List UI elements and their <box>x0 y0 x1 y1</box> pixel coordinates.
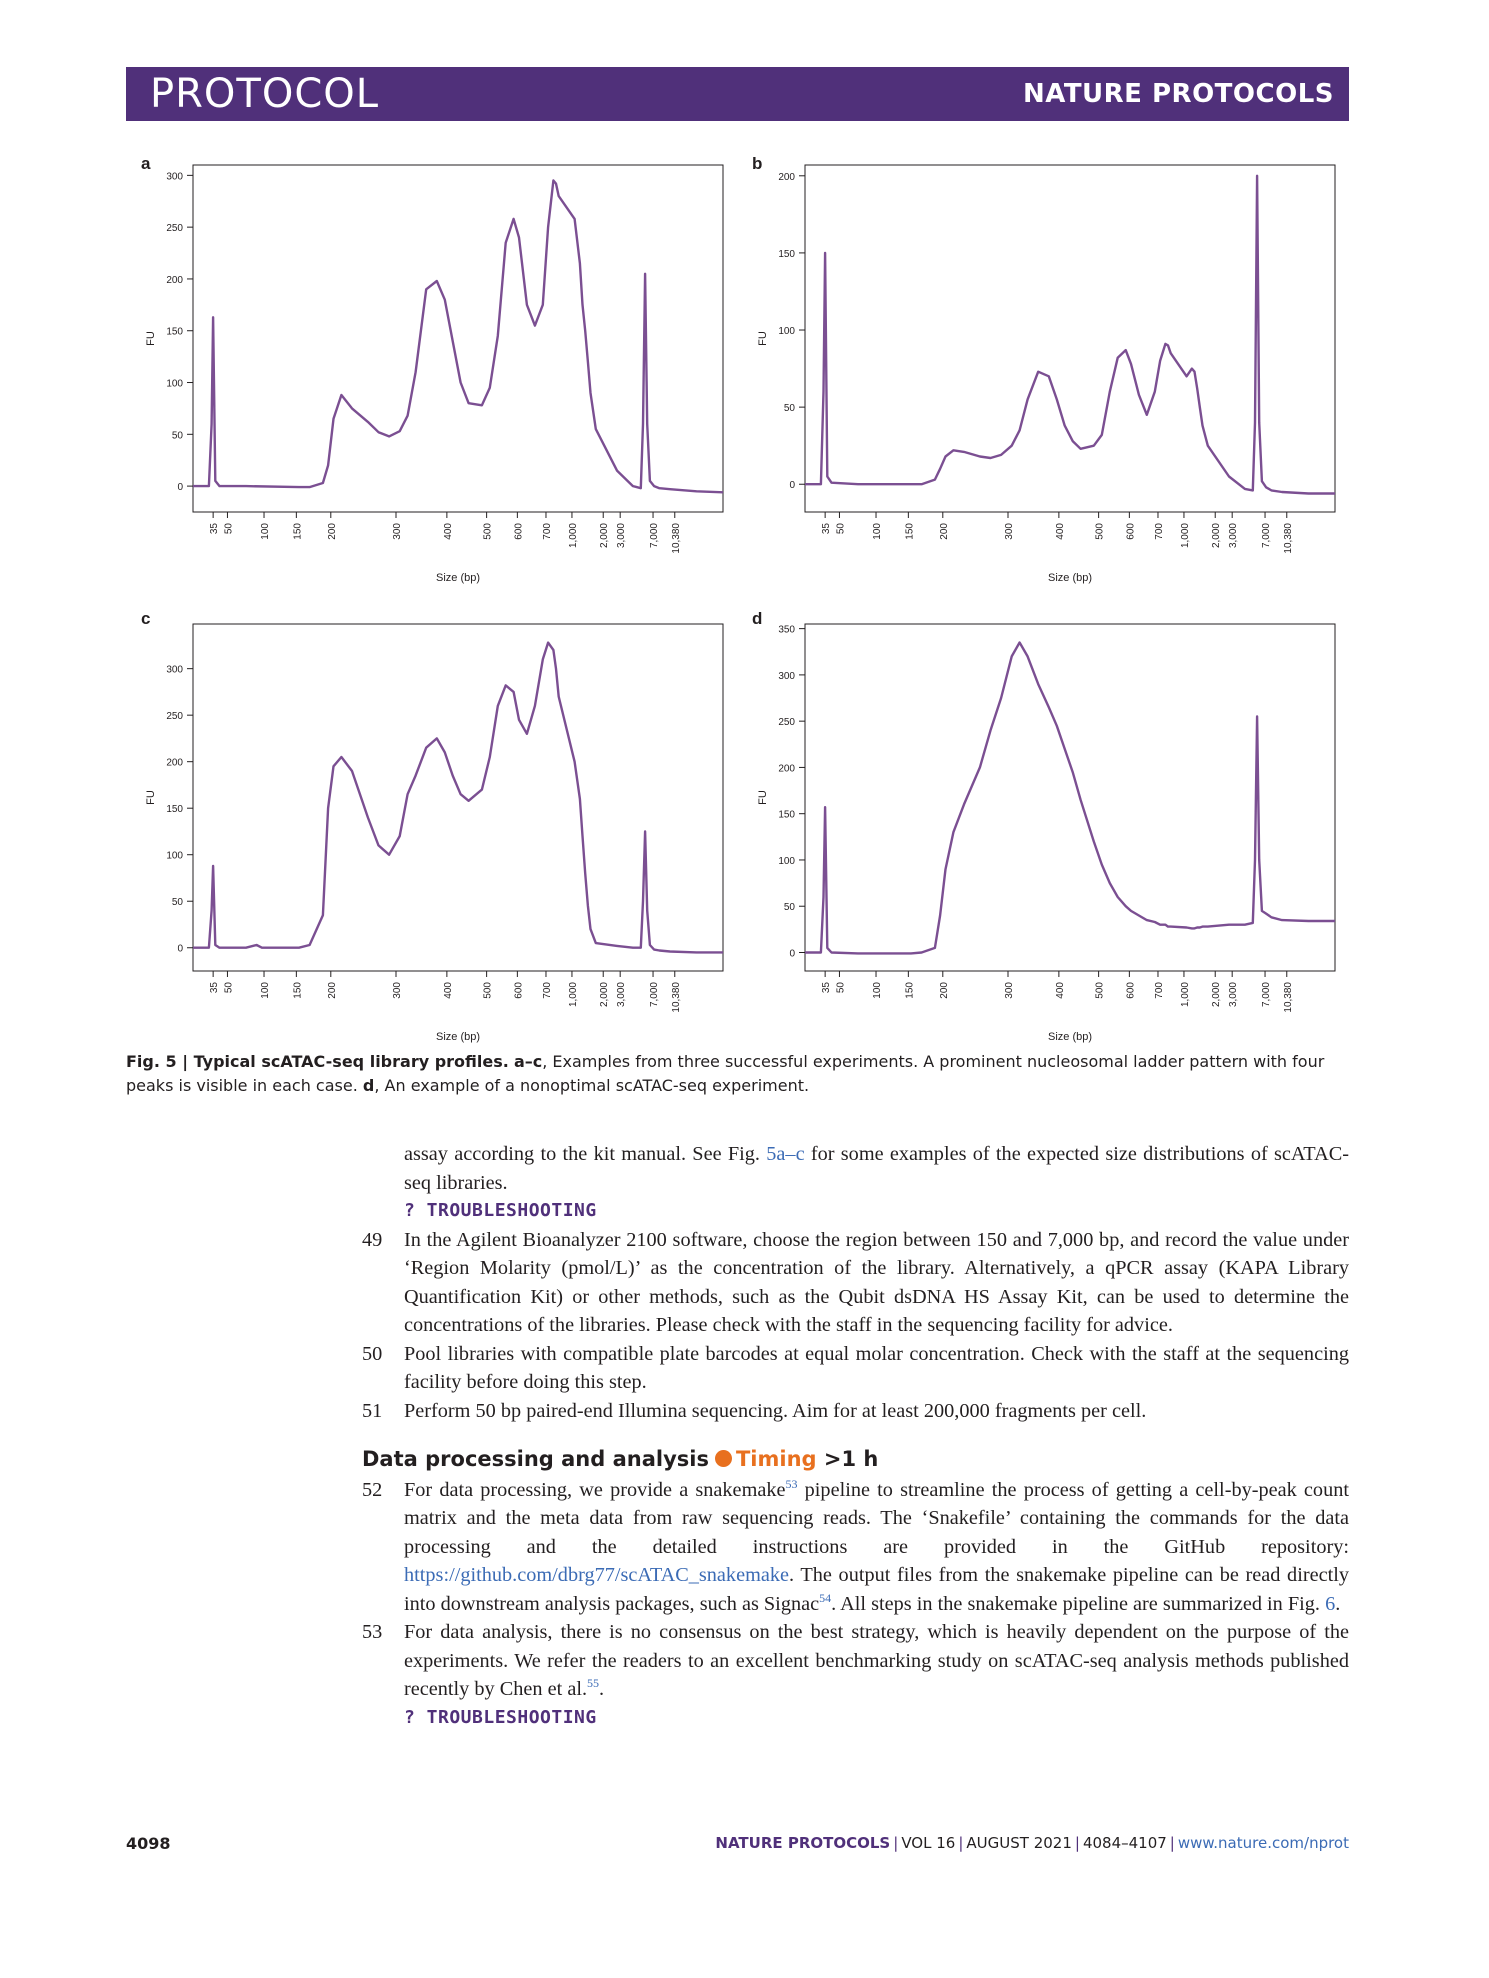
y-tick-label: 200 <box>778 763 795 775</box>
x-tick-label: 10,380 <box>670 982 682 1013</box>
chart-d <box>757 624 1335 1043</box>
x-tick-label: 3,000 <box>616 982 628 1008</box>
x-tick-label: 400 <box>1054 982 1066 999</box>
fig-5a-c-link[interactable]: 5a–c <box>766 1143 805 1165</box>
page-number: 4098 <box>126 1834 171 1853</box>
y-tick-label: 0 <box>177 482 183 494</box>
x-tick-label: 2,000 <box>599 523 611 549</box>
x-tick-label: 7,000 <box>1261 523 1273 549</box>
y-tick-label: 250 <box>166 711 183 723</box>
y-tick-label: 50 <box>171 897 183 909</box>
x-tick-label: 35 <box>821 523 833 535</box>
timing-dot-icon <box>715 1450 732 1467</box>
x-tick-label: 700 <box>541 523 553 540</box>
timing-value: >1 h <box>823 1447 879 1471</box>
x-tick-label: 600 <box>1125 982 1137 999</box>
panel-label-b: b <box>752 154 763 173</box>
x-axis-label: Size (bp) <box>435 572 481 584</box>
y-tick-label: 300 <box>166 664 183 676</box>
x-tick-label: 3,000 <box>616 523 628 549</box>
step-51: 51 Perform 50 bp paired-end Illumina sequencing. Aim for at least 200,000 fragments per cell. <box>404 1397 1349 1426</box>
x-axis-label: Size (bp) <box>1047 572 1093 584</box>
y-axis-label: FU <box>757 790 769 805</box>
y-tick-label: 100 <box>778 855 795 867</box>
x-tick-label: 2,000 <box>1211 982 1223 1008</box>
x-tick-label: 7,000 <box>649 982 661 1008</box>
body-text <box>362 1140 1349 1732</box>
x-tick-label: 300 <box>391 523 403 540</box>
step-49: 49 In the Agilent Bioanalyzer 2100 software, choose the region between 150 and 7,000 bp, and record the value under ‘Region Molarity (pmol/L)’ as the concentration of the library. Alternatively, a qPCR assay (KAPA Library Quantification Kit) or other methods, such as the Qubit dsDNA HS Assay Kit, can be used to determine the concentrations of the libraries. Please check with the staff in the sequencing facility for advice. <box>404 1226 1349 1340</box>
x-tick-label: 50 <box>835 523 847 535</box>
step-50: 50 Pool libraries with compatible plate barcodes at equal molar concentration. Check with the staff at the sequencing facility before doing this step. <box>404 1340 1349 1397</box>
section-heading: Data processing and analysis Timing >1 h <box>362 1447 879 1471</box>
caption-panels-ac: a–c <box>513 1052 543 1071</box>
x-tick-label: 200 <box>938 523 950 540</box>
chart-b <box>757 165 1335 584</box>
x-tick-label: 150 <box>904 523 916 540</box>
chart-c <box>145 624 723 1043</box>
y-tick-label: 150 <box>166 804 183 816</box>
ref-53[interactable]: 53 <box>785 1476 798 1491</box>
intro-paragraph: assay according to the kit manual. See Fig. 5a–c for some examples of the expected size distributions of scATAC-seq libraries. <box>404 1143 1349 1194</box>
x-tick-label: 150 <box>292 523 304 540</box>
step-52: 52 For data processing, we provide a snakemake$^{53}$ pipeline to streamline the process of getting a cell-by-peak count matrix and the meta data from raw sequencing reads. The ‘Snakefile’ containing the commands for the data processing and the detailed instructions are provided in the GitHub repository: https://github.com/dbrg77/scATAC_snakemake. The output files from the snakemake pipeline can be read directly into downstream analysis packages, such as Signac$^{54}$. All steps in the snakemake pipeline are summarized in Fig. 6. <box>362 1476 1349 1615</box>
x-tick-label: 1,000 <box>567 982 579 1008</box>
x-tick-label: 1,000 <box>567 523 579 549</box>
x-tick-label: 3,000 <box>1228 982 1240 1008</box>
step-number: 50 <box>362 1342 383 1365</box>
x-tick-label: 200 <box>326 982 338 999</box>
panel-label-c: c <box>141 609 151 628</box>
x-axis-label: Size (bp) <box>1047 1031 1093 1043</box>
x-tick-label: 100 <box>260 523 272 540</box>
y-tick-label: 0 <box>789 480 795 492</box>
y-tick-label: 50 <box>171 430 183 442</box>
x-tick-label: 100 <box>872 523 884 540</box>
y-tick-label: 100 <box>166 850 183 862</box>
x-tick-label: 10,380 <box>1282 982 1294 1013</box>
y-axis-label: FU <box>757 331 769 346</box>
x-tick-label: 300 <box>391 982 403 999</box>
x-tick-label: 1,000 <box>1179 523 1191 549</box>
github-link[interactable]: https://github.com/dbrg77/scATAC_snakemake <box>404 1564 789 1586</box>
caption-panel-d: d <box>362 1076 375 1095</box>
section-label: PROTOCOL <box>150 71 380 117</box>
y-tick-label: 100 <box>166 378 183 390</box>
plot-frame <box>193 624 723 971</box>
x-tick-label: 300 <box>1003 523 1015 540</box>
timing-label: Timing <box>735 1447 817 1471</box>
y-tick-label: 200 <box>166 757 183 769</box>
x-tick-label: 500 <box>482 523 494 540</box>
x-tick-label: 10,380 <box>670 523 682 554</box>
y-tick-label: 50 <box>783 403 795 415</box>
y-tick-label: 250 <box>166 223 183 235</box>
y-tick-label: 0 <box>789 948 795 960</box>
x-tick-label: 600 <box>1125 523 1137 540</box>
x-tick-label: 2,000 <box>1211 523 1223 549</box>
x-tick-label: 700 <box>541 982 553 999</box>
journal-url[interactable]: www.nature.com/nprot <box>1177 1834 1349 1852</box>
step-53: 53 For data analysis, there is no consensus on the best strategy, which is heavily dependent on the purpose of the experiments. We refer the readers to an excellent benchmarking study on scATAC-seq analysis methods published recently by Chen et al.$^{55}$. <box>404 1618 1349 1704</box>
y-tick-label: 200 <box>778 171 795 183</box>
x-tick-label: 7,000 <box>649 523 661 549</box>
series-line <box>193 643 723 953</box>
x-tick-label: 400 <box>442 523 454 540</box>
chart-a <box>145 165 723 584</box>
caption-text-2: , An example of a nonoptimal scATAC-seq experiment. <box>374 1076 810 1095</box>
x-tick-label: 600 <box>513 982 525 999</box>
x-tick-label: 400 <box>1054 523 1066 540</box>
x-tick-label: 1,000 <box>1179 982 1191 1008</box>
step-number: 51 <box>362 1399 383 1422</box>
y-tick-label: 250 <box>778 717 795 729</box>
y-tick-label: 50 <box>783 902 795 914</box>
x-tick-label: 700 <box>1153 523 1165 540</box>
panel-label-a: a <box>141 154 151 173</box>
x-tick-label: 35 <box>209 523 221 535</box>
y-tick-label: 150 <box>166 326 183 338</box>
x-tick-label: 35 <box>209 982 221 994</box>
y-axis-label: FU <box>145 331 157 346</box>
y-axis-label: FU <box>145 790 157 805</box>
x-tick-label: 400 <box>442 982 454 999</box>
x-tick-label: 3,000 <box>1228 523 1240 549</box>
y-tick-label: 150 <box>778 809 795 821</box>
troubleshooting-link-1[interactable]: ? TROUBLESHOOTING <box>404 1200 597 1221</box>
series-line <box>805 176 1335 494</box>
y-tick-label: 100 <box>778 326 795 338</box>
y-tick-label: 300 <box>166 171 183 183</box>
x-tick-label: 10,380 <box>1282 523 1294 554</box>
panel-label-d: d <box>752 609 763 628</box>
fig-6-link[interactable]: 6 <box>1325 1592 1336 1615</box>
y-tick-label: 350 <box>778 624 795 636</box>
x-tick-label: 50 <box>223 523 235 535</box>
x-tick-label: 150 <box>292 982 304 999</box>
y-tick-label: 300 <box>778 670 795 682</box>
x-tick-label: 150 <box>904 982 916 999</box>
caption-label: Fig. 5 | Typical scATAC-seq library profiles. <box>126 1052 509 1071</box>
x-tick-label: 200 <box>326 523 338 540</box>
series-line <box>193 181 723 493</box>
figure-caption <box>126 1050 1349 1098</box>
x-tick-label: 7,000 <box>1261 982 1273 1008</box>
step-number: 53 <box>362 1621 383 1643</box>
x-tick-label: 500 <box>1094 982 1106 999</box>
x-tick-label: 300 <box>1003 982 1015 999</box>
series-line <box>805 643 1335 954</box>
footer-citation: NATURE PROTOCOLS | VOL 16 | AUGUST 2021 | 4084–4107 | www.nature.com/nprot <box>715 1834 1349 1852</box>
x-tick-label: 2,000 <box>599 982 611 1008</box>
ref-54[interactable]: 54 <box>819 1590 832 1605</box>
caption-text-1: , Examples from three successful experiments. A prominent nucleosomal ladder pattern with four peaks is visible in each case. <box>126 1052 1325 1095</box>
x-tick-label: 35 <box>821 982 833 994</box>
step-number: 52 <box>362 1478 383 1501</box>
y-tick-label: 0 <box>177 943 183 955</box>
x-tick-label: 50 <box>835 982 847 994</box>
x-axis-label: Size (bp) <box>435 1031 481 1043</box>
x-tick-label: 700 <box>1153 982 1165 999</box>
y-tick-label: 200 <box>166 274 183 286</box>
ref-55[interactable]: 55 <box>587 1676 600 1690</box>
x-tick-label: 500 <box>482 982 494 999</box>
journal-name: NATURE PROTOCOLS <box>1022 79 1334 109</box>
x-tick-label: 600 <box>513 523 525 540</box>
x-tick-label: 100 <box>260 982 272 999</box>
x-tick-label: 500 <box>1094 523 1106 540</box>
y-tick-label: 150 <box>778 248 795 260</box>
x-tick-label: 100 <box>872 982 884 999</box>
troubleshooting-link-2[interactable]: ? TROUBLESHOOTING <box>404 1706 597 1728</box>
step-number: 49 <box>362 1228 383 1251</box>
x-tick-label: 50 <box>223 982 235 994</box>
x-tick-label: 200 <box>938 982 950 999</box>
